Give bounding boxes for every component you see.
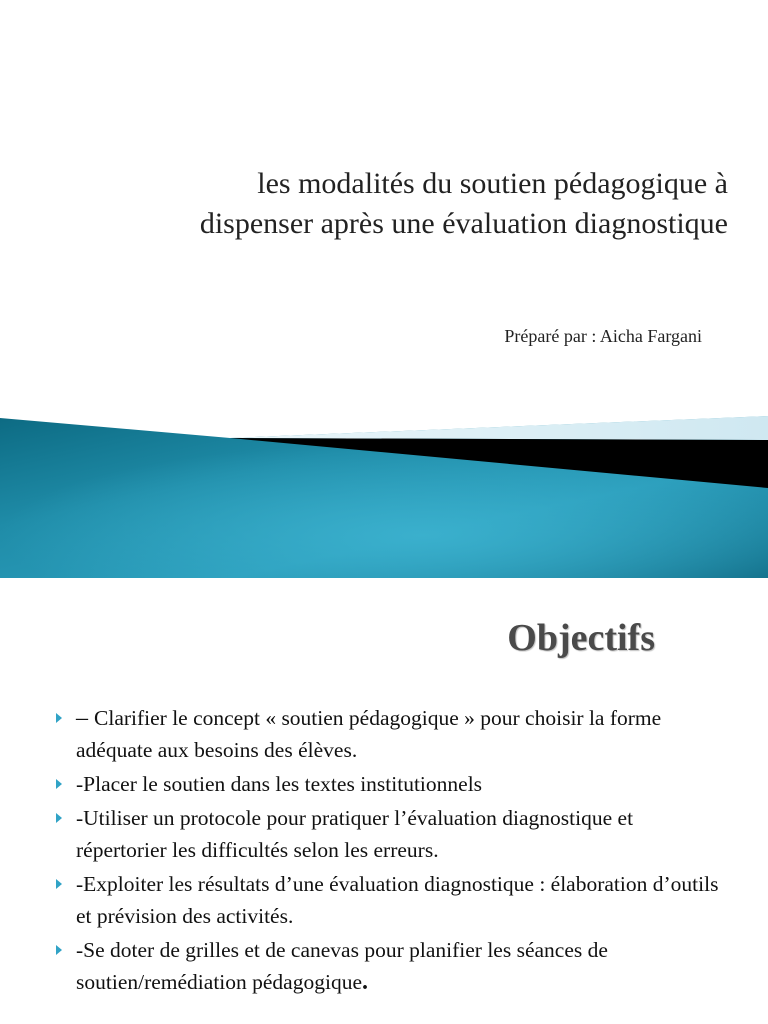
slide-subtitle: Préparé par : Aicha Fargani [504,326,702,346]
objective-item-3-text: -Utiliser un protocole pour pratiquer l’évaluation diagnostique et répertorier les difficultés selon les erreurs. [76,806,634,862]
objective-item-1-prefix: – [76,705,94,731]
triangle-right-icon [56,879,62,889]
objectives-list [0,702,768,1000]
objectives-slide [0,578,768,1024]
objective-item-2-text: -Placer le soutien dans les textes institutionnels [76,772,483,796]
objective-item-5-text: -Se doter de grilles et de canevas pour planifier les séances de soutien/remédiation pédagogique [76,938,608,994]
objective-item-4-text: -Exploiter les résultats d’une évaluation diagnostique : élaboration d’outils et prévision des activités. [76,872,719,928]
objective-item-1 [0,702,768,766]
decorative-banner [0,408,768,578]
objective-item-4 [0,868,768,932]
triangle-right-icon [56,813,62,823]
triangle-right-icon [56,945,62,955]
triangle-right-icon [56,713,62,723]
objective-item-3 [0,802,768,866]
objective-item-1-text: Clarifier le concept « soutien pédagogique » pour choisir la forme adéquate aux besoins des élèves. [76,706,662,762]
objectives-heading: Objectifs [507,617,655,659]
objective-item-5 [0,934,768,998]
objective-item-5-suffix: . [362,969,368,995]
slide-title [40,164,728,244]
slide-title-line-1: les modalités du soutien pédagogique à [257,167,728,200]
triangle-right-icon [56,779,62,789]
slide-title-line-2: dispenser après une évaluation diagnostique [199,207,728,240]
objective-item-2 [0,768,768,800]
